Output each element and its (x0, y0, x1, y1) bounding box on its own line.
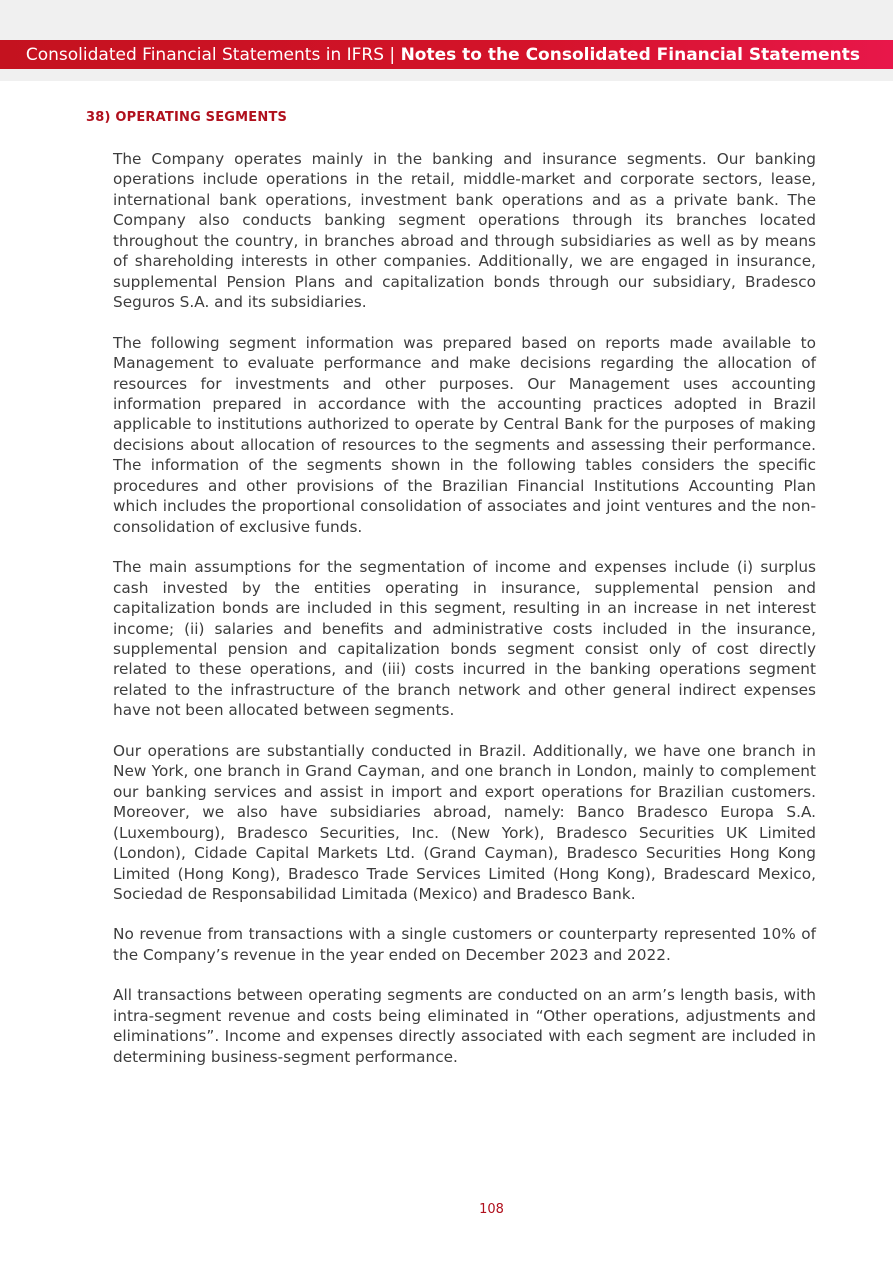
section-title: 38) OPERATING SEGMENTS (86, 110, 288, 125)
header-bar (0, 40, 893, 69)
body-content (113, 149, 816, 1087)
header-title-regular: Consolidated Financial Statements in IFRS | (25, 44, 401, 65)
header-bottom-strip (0, 69, 893, 81)
paragraph-revenue-concentration: No revenue from transactions with a single customers or counterparty represented 10% of the Company’s revenue in the year ended on December 2023 and 2022. (113, 925, 816, 964)
paragraph-segment-information: The following segment information was prepared based on reports made available to Management to evaluate performance and make decisions regarding the allocation of resources for investments and other purposes. Our Management uses accounting information prepared in accordance with the accounting practices adopted in Brazil applicable to institutions authorized to operate by Central Bank for the purposes of making decisions about allocation of resources to the segments and assessing their performance. The information of the segments shown in the following tables considers the specific procedures and other provisions of the Brazilian Financial Institutions Accounting Plan which includes the proportional consolidation of associates and joint ventures and the non-consolidation of exclusive funds. (113, 333, 816, 536)
paragraph-intersegment-transactions: All transactions between operating segments are conducted on an arm’s length basis, with intra-segment revenue and costs being eliminated in “Other operations, adjustments and eliminations”. Income and expenses directly associated with each segment are included in determining business-segment performance. (113, 986, 816, 1066)
page-number: 108 (479, 1202, 504, 1217)
paragraph-operations-abroad: Our operations are substantially conducted in Brazil. Additionally, we have one branch in New York, one branch in Grand Cayman, and one branch in London, mainly to complement our banking services and assist in import and export operations for Brazilian customers. Moreover, we also have subsidiaries abroad, namely: Banco Bradesco Europa S.A. (Luxembourg), Bradesco Securities, Inc. (New York), Bradesco Securities UK Limited (London), Cidade Capital Markets Ltd. (Grand Cayman), Bradesco Securities Hong Kong Limited (Hong Kong), Bradesco Trade Services Limited (Hong Kong), Bradescard Mexico, Sociedad de Responsabilidad Limitada (Mexico) and Bradesco Bank. (113, 741, 816, 903)
paragraph-assumptions: The main assumptions for the segmentation of income and expenses include (i) surplus cash invested by the entities operating in insurance, supplemental pension and capitalization bonds are included in this segment, resulting in an increase in net interest income; (ii) salaries and benefits and administrative costs included in the insurance, supplemental pension and capitalization bonds segment consist only of cost directly related to these operations, and (iii) costs incurred in the banking operations segment related to the infrastructure of the branch network and other general indirect expenses have not been allocated between segments. (113, 558, 816, 720)
header-title-bold: Notes to the Consolidated Financial Statements (400, 44, 860, 65)
top-strip (0, 0, 893, 40)
paragraph-banking-insurance: The Company operates mainly in the banking and insurance segments. Our banking operations include operations in the retail, middle-market and corporate sectors, lease, international bank operations, investment bank operations and as a private bank. The Company also conducts banking segment operations through its branches located throughout the country, in branches abroad and through subsidiaries as well as by means of shareholding interests in other companies. Additionally, we are engaged in insurance, supplemental Pension Plans and capitalization bonds through our subsidiary, Bradesco Seguros S.A. and its subsidiaries. (113, 150, 816, 312)
